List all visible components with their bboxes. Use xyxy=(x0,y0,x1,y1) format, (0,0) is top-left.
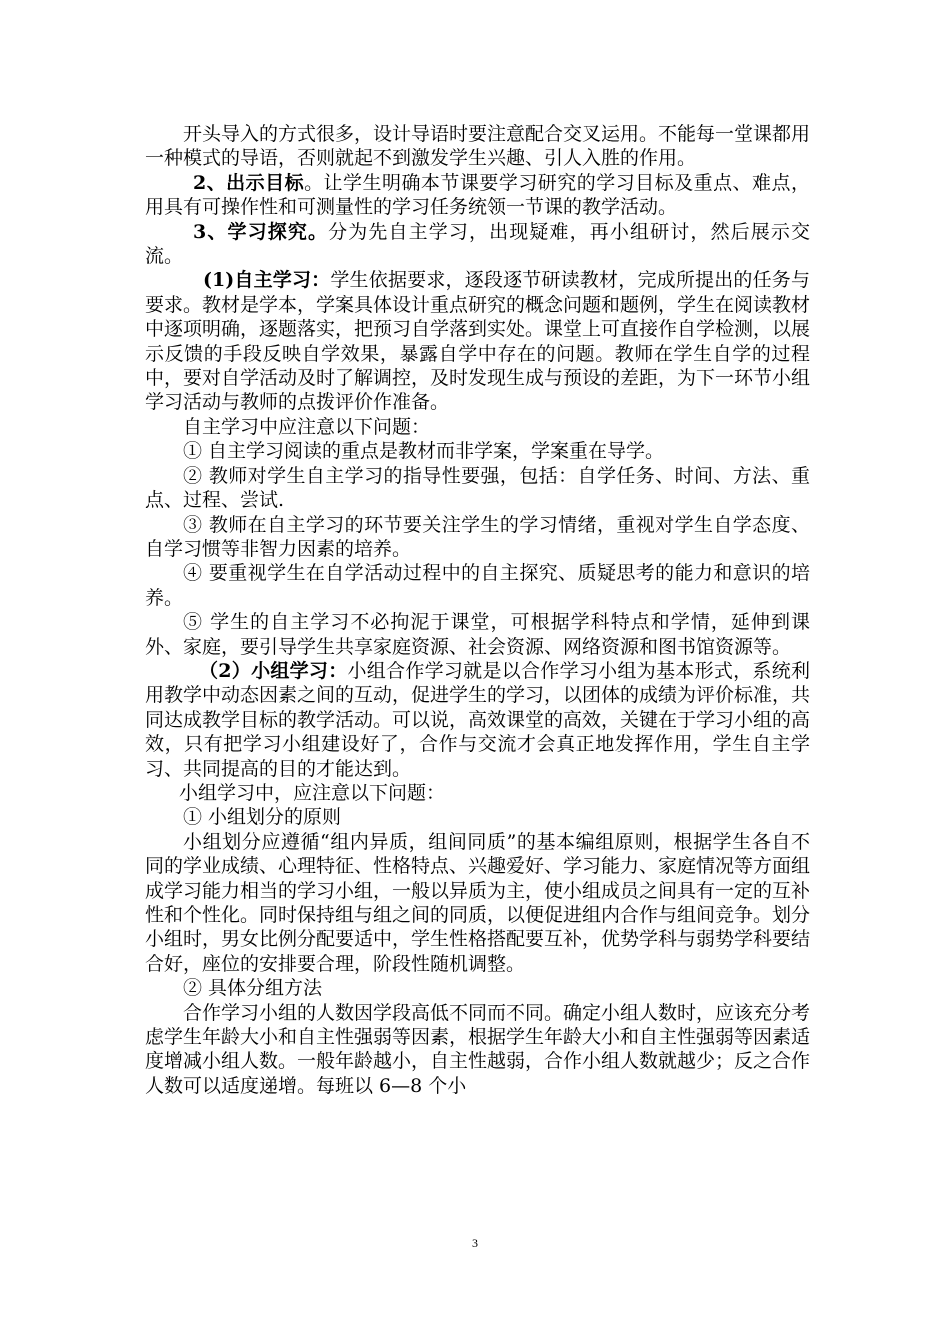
list-item-2: ② 教师对学生自主学习的指导性要强，包括：自学任务、时间、方法、重点、过程、尝试. xyxy=(145,464,810,512)
heading-self-study: (1)自主学习： xyxy=(203,269,331,292)
list-item-3: ③ 教师在自主学习的环节要关注学生的学习情绪，重视对学生自学态度、自学习惯等非智力因素的培养。 xyxy=(145,513,810,560)
paragraph-group-study xyxy=(145,659,810,781)
document-page-body xyxy=(145,122,810,1098)
heading-show-objectives: 2、出示目标 xyxy=(193,171,305,194)
paragraph-intro-methods: 开头导入的方式很多，设计导语时要注意配合交叉运用。不能每一堂课都用一种模式的导语，否则就起不到激发学生兴趣、引人入胜的作用。 xyxy=(145,123,811,170)
paragraph-group-study-notes: 小组学习中，应注意以下问题： xyxy=(179,781,446,804)
page-number: 3 xyxy=(472,1236,478,1250)
paragraph-show-objectives xyxy=(145,171,810,220)
paragraph-text: 小组合作学习就是以合作学习小组为基本形式，系统利用教学中动态因素之间的互动，促进学生的学习，以团体的成绩为评价标准，共同达成教学目标的教学活动。可以说，高效课堂的高效，关键在于学习小组的高效，只有把学习小组建设好了，合作与交流才会真正地发挥作用，学生自主学习、共同提高的目的才能达到。 xyxy=(145,659,811,780)
list-item-5: ⑤ 学生的自主学习不必拘泥于课堂，可根据学科特点和学情，延伸到课外、家庭，要引导学生共享家庭资源、社会资源、网络资源和图书馆资源等。 xyxy=(145,611,810,658)
paragraph-grouping-principle: 小组划分应遵循“组内异质，组间同质”的基本编组原则，根据学生各自不同的学业成绩、心理特征、性格特点、兴趣爱好、学习能力、家庭情况等方面组成学习能力相当的学习小组，一般以异质为主，使小组成员之间具有一定的互补性和个性化。同时保持组与组之间的同质，以便促进组内合作与组间竞争。划分小组时，男女比例分配要适中，学生性格搭配要互补，优势学科与弱势学科要结合好，座位的安排要合理，阶段性随机调整。 xyxy=(145,830,811,975)
heading-learning-inquiry: 3、学习探究。 xyxy=(193,220,329,243)
paragraph-self-study-notes: 自主学习中应注意以下问题： xyxy=(183,415,431,438)
heading-group-study: （2）小组学习： xyxy=(199,659,348,682)
paragraph-grouping-method: 合作学习小组的人数因学段高低不同而不同。确定小组人数时，应该充分考虑学生年龄大小和自主性强弱等因素，根据学生年龄大小和自主性强弱等因素适度增减小组人数。一般年龄越小，自主性越弱，合作小组人数就越少；反之合作人数可以适度递增。每班以 6—8 个小 xyxy=(145,1001,811,1097)
list-item-grouping-method: ② 具体分组方法 xyxy=(183,977,323,1000)
list-item-grouping-principle: ① 小组划分的原则 xyxy=(183,806,342,829)
paragraph-text: 。让学生明确本节课要学习研究的学习目标及重点、难点，用具有可操作性和可测量性的学习任务统领一节课的教学活动。 xyxy=(145,171,810,219)
paragraph-text: 学生依据要求，逐段逐节研读教材，完成所提出的任务与要求。教材是学本，学案具体设计重点研究的概念问题和题例，学生在阅读教材中逐项明确，逐题落实，把预习自学落到实处。课堂上可直接作自学检测，以展示反馈的手段反映自学效果，暴露自学中存在的问题。教师在学生自学的过程中，要对自学活动及时了解调控，及时发现生成与预设的差距，为下一环节小组学习活动与教师的点拨评价作准备。 xyxy=(145,269,811,414)
list-item-4: ④ 要重视学生在自学活动过程中的自主探究、质疑思考的能力和意识的培养。 xyxy=(145,562,810,609)
paragraph-text: 分为先自主学习，出现疑难，再小组研讨，然后展示交流。 xyxy=(145,220,810,268)
list-item-1: ① 自主学习阅读的重点是教材而非学案，学案重在导学。 xyxy=(183,440,665,463)
paragraph-learning-inquiry xyxy=(145,220,810,269)
paragraph-self-study xyxy=(145,268,810,414)
